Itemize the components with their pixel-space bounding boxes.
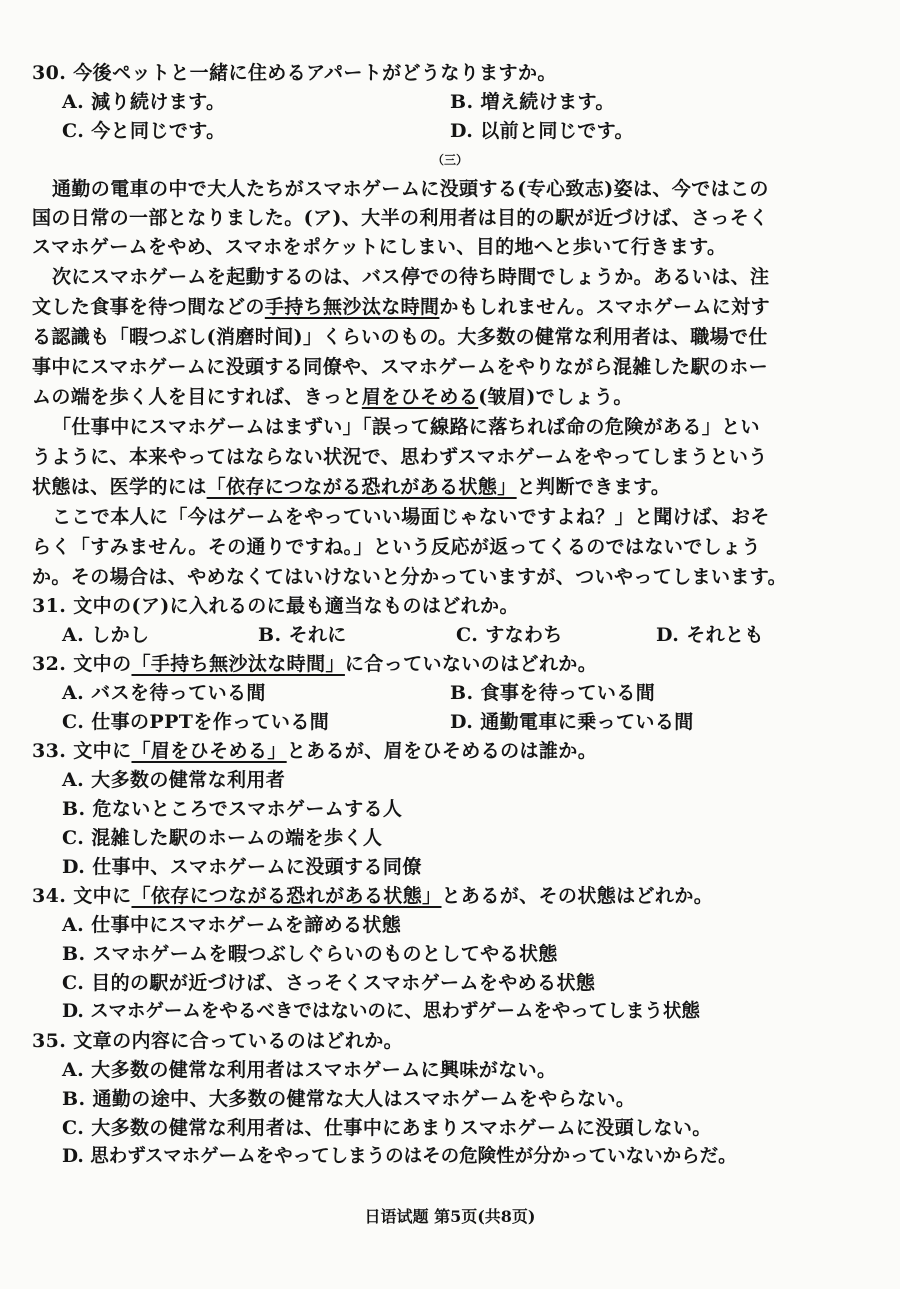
underlined-phrase-dependency: 「依存につながる恐れがある状態」 xyxy=(206,476,517,498)
q35-option-d: D. 思わずスマホゲームをやってしまうのはその危険性が分かっていないからだ。 xyxy=(62,1146,737,1167)
passage-text: 状態は、医学的には xyxy=(32,476,207,498)
passage-line: か。その場合は、やめなくてはいけないと分かっていますが、ついやってしまいます。 xyxy=(32,566,788,588)
q30-option-c: C. 今と同じです。 xyxy=(62,120,226,142)
passage-text: かもしれません。スマホゲームに対す xyxy=(439,296,770,318)
q30-option-b: B. 増え続けます。 xyxy=(450,91,615,113)
section-title: （三） xyxy=(431,153,468,167)
question-35-stem: 35. 文章の内容に合っているのはどれか。 xyxy=(32,1030,404,1052)
question-text: とあるが、その状態はどれか。 xyxy=(441,885,714,907)
passage-line: スマホゲームをやめ、スマホをポケットにしまい、目的地へと歩いて行きます。 xyxy=(32,236,727,258)
underlined-phrase: 「依存につながる恐れがある状態」 xyxy=(131,885,442,907)
passage-line xyxy=(32,474,670,500)
passage-line: らく「すみません。その通りですね。」という反応が返ってくるのではないでしょう xyxy=(32,536,761,558)
q31-option-a: A. しかし xyxy=(62,624,150,646)
question-text: 33. 文中に xyxy=(32,740,132,762)
q34-option-d: D. スマホゲームをやるべきではないのに、思わずゲームをやってしまう状態 xyxy=(62,1001,700,1022)
q30-option-a: A. 減り続けます。 xyxy=(62,91,226,113)
passage-line: 「仕事中にスマホゲームはまずい」「誤って線路に落ちれば命の危険がある」とい xyxy=(52,416,760,438)
passage-line: 事中にスマホゲームに没頭する同僚や、スマホゲームをやりながら混雑した駅のホー xyxy=(32,356,769,378)
q35-option-c: C. 大多数の健常な利用者は、仕事中にあまりスマホゲームに没頭しない。 xyxy=(62,1117,712,1139)
underlined-phrase: 「手持ち無沙汰な時間」 xyxy=(131,653,345,675)
passage-text: (皱眉)でしょう。 xyxy=(478,386,633,408)
passage-line xyxy=(32,294,770,320)
q33-option-a: A. 大多数の健常な利用者 xyxy=(62,769,286,791)
passage-text: 文した食事を待つ間などの xyxy=(32,296,265,318)
question-34-stem xyxy=(32,883,713,909)
passage-line xyxy=(32,384,633,410)
q30-option-d: D. 以前と同じです。 xyxy=(450,120,634,142)
passage-line: ここで本人に「今はゲームをやっていい場面じゃないですよね？」と聞けば、おそ xyxy=(52,506,770,528)
passage-line: 国の日常の一部となりました。(ア)、大半の利用者は目的の駅が近づけば、さっそく xyxy=(32,207,769,229)
q31-option-b: B. それに xyxy=(258,624,347,646)
q32-option-a: A. バスを待っている間 xyxy=(62,682,266,704)
question-30-stem: 30. 今後ペットと一緒に住めるアパートがどうなりますか。 xyxy=(32,62,557,84)
q33-option-b: B. 危ないところでスマホゲームする人 xyxy=(62,798,403,820)
question-32-stem xyxy=(32,651,597,677)
underlined-phrase-idle-time: 手持ち無沙汰な時間 xyxy=(264,296,440,318)
q35-option-a: A. 大多数の健常な利用者はスマホゲームに興味がない。 xyxy=(62,1059,557,1081)
passage-line: 次にスマホゲームを起動するのは、バス停での待ち時間でしょうか。あるいは、注 xyxy=(52,266,770,288)
passage-line: る認識も「暇つぶし(消磨时间)」くらいのもの。大多数の健常な利用者は、職場で仕 xyxy=(32,326,768,348)
question-31-stem: 31. 文中の(ア)に入れるのに最も適当なものはどれか。 xyxy=(32,595,519,617)
underlined-phrase: 「眉をひそめる」 xyxy=(131,740,287,762)
question-33-stem xyxy=(32,738,597,764)
q34-option-c: C. 目的の駅が近づけば、さっそくスマホゲームをやめる状態 xyxy=(62,972,596,994)
passage-text: ムの端を歩く人を目にすれば、きっと xyxy=(32,386,362,408)
question-text: 34. 文中に xyxy=(32,885,132,907)
underlined-phrase-frown: 眉をひそめる xyxy=(361,386,479,408)
q33-option-c: C. 混雑した駅のホームの端を歩く人 xyxy=(62,827,383,849)
q32-option-c: C. 仕事のPPTを作っている間 xyxy=(62,711,330,733)
q33-option-d: D. 仕事中、スマホゲームに没頭する同僚 xyxy=(62,856,422,878)
passage-line: うように、本来やってはならない状況で、思わずスマホゲームをやってしまうという xyxy=(32,446,768,468)
q34-option-a: A. 仕事中にスマホゲームを諦める状態 xyxy=(62,914,402,936)
passage-line: 通勤の電車の中で大人たちがスマホゲームに没頭する(专心致志)姿は、今ではこの xyxy=(52,178,769,200)
q32-option-d: D. 通勤電車に乗っている間 xyxy=(450,711,694,733)
passage-text: と判断できます。 xyxy=(516,476,671,498)
q35-option-b: B. 通勤の途中、大多数の健常な大人はスマホゲームをやらない。 xyxy=(62,1088,636,1110)
q31-option-d: D. それとも xyxy=(656,624,764,646)
page-footer: 日语试题 第5页(共8页) xyxy=(364,1207,536,1226)
question-text: に合っていないのはどれか。 xyxy=(344,653,598,675)
q32-option-b: B. 食事を待っている間 xyxy=(450,682,656,704)
question-text: 32. 文中の xyxy=(32,653,132,675)
question-text: とあるが、眉をひそめるのは誰か。 xyxy=(286,740,598,762)
q31-option-c: C. すなわち xyxy=(456,624,563,646)
q34-option-b: B. スマホゲームを暇つぶしぐらいのものとしてやる状態 xyxy=(62,943,558,965)
